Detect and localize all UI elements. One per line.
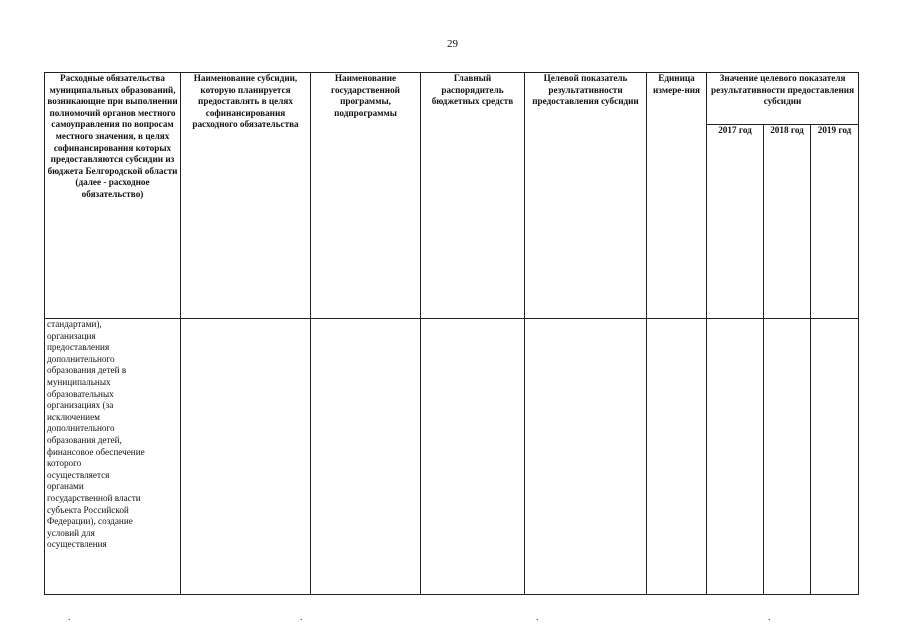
row-target-indicator-cell	[525, 319, 647, 595]
header-unit: Единица измере-ния	[647, 73, 707, 319]
page-number: 29	[447, 38, 458, 50]
scan-speck: .	[300, 612, 303, 623]
scan-speck: .	[768, 612, 771, 623]
header-year-2017: 2017 год	[707, 125, 764, 319]
row-budget-manager-cell	[421, 319, 525, 595]
row-value-2018-cell	[764, 319, 811, 595]
row-unit-cell	[647, 319, 707, 595]
header-indicator-value: Значение целевого показателя результативности предоставления субсидии	[707, 73, 859, 125]
row-expense-obligation-text: стандартами), организация предоставления дополнительного образования детей в муниципальных образовательных организациях (за исключением дополнительного образования детей, финансовое обеспечение которого осуществляется органами государственной власти субъекта Российской Федерации), создание условий для осуществления	[45, 319, 181, 595]
subsidy-table	[44, 72, 859, 595]
row-value-2017-cell	[707, 319, 764, 595]
header-expense-obligations: Расходные обязательства муниципальных образований, возникающие при выполнении полномочий органов местного самоуправления по вопросам местного значения, в целях софинансирования которых предоставляются субсидии из бюджета Белгородской области (далее - расходное обязательство)	[45, 73, 181, 319]
header-budget-manager: Главный распорядитель бюджетных средств	[421, 73, 525, 319]
header-year-2019: 2019 год	[811, 125, 859, 319]
row-state-program-cell	[311, 319, 421, 595]
header-target-indicator: Целевой показатель результативности предоставления субсидии	[525, 73, 647, 319]
row-value-2019-cell	[811, 319, 859, 595]
scan-speck: .	[68, 612, 71, 623]
scan-speck: .	[536, 612, 539, 623]
row-subsidy-name-cell	[181, 319, 311, 595]
header-state-program: Наименование государственной программы, подпрограммы	[311, 73, 421, 319]
header-subsidy-name: Наименование субсидии, которую планируется предоставлять в целях софинансирования расходного обязательства	[181, 73, 311, 319]
header-year-2018: 2018 год	[764, 125, 811, 319]
